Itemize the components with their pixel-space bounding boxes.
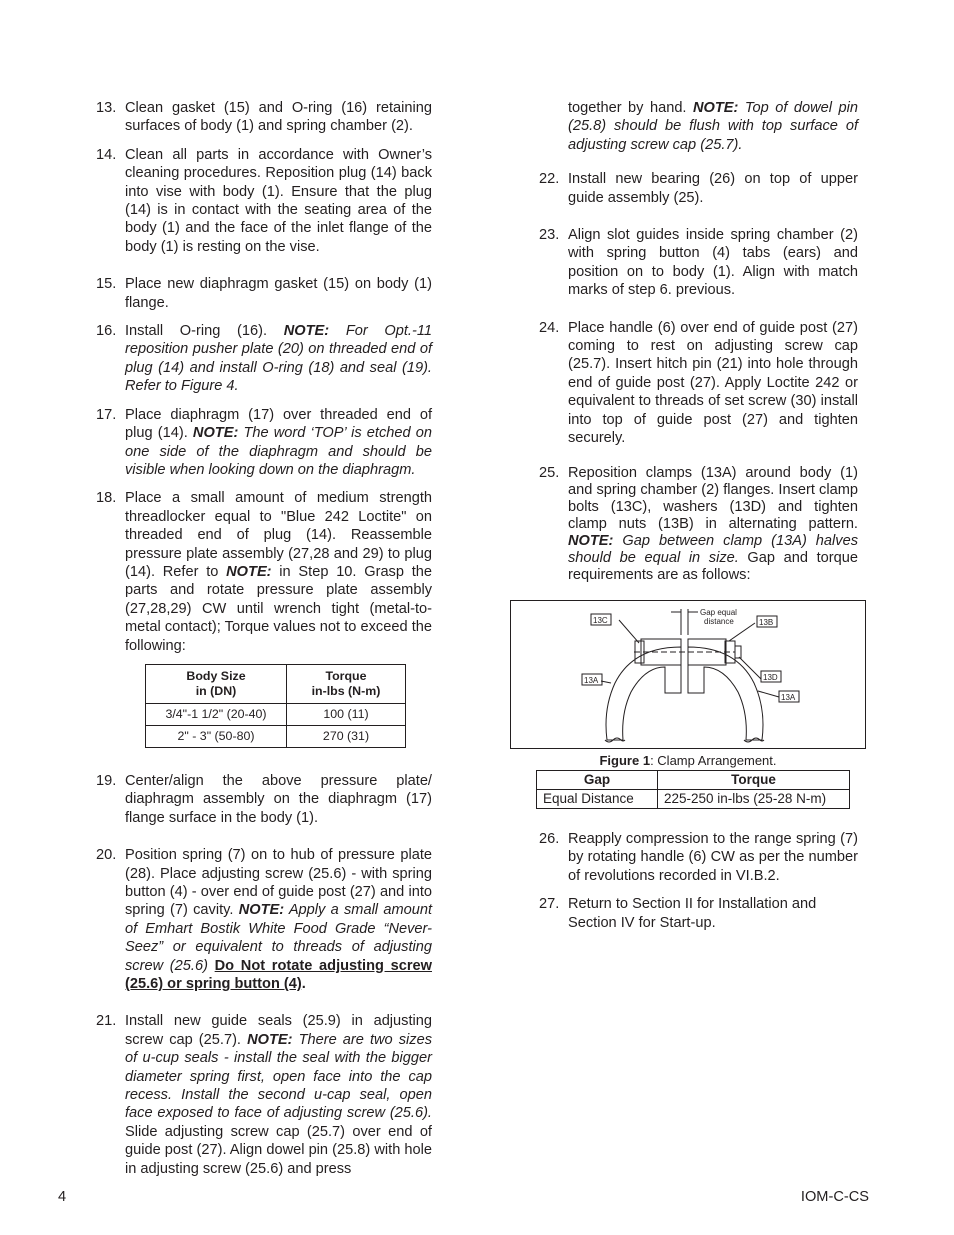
step-number: 15. (96, 276, 117, 293)
note-label: NOTE: (247, 1031, 293, 1048)
gap-torque-table (536, 770, 850, 809)
document-id: IOM-C-CS (800, 1189, 869, 1205)
note-label: NOTE: (283, 323, 330, 340)
left-column (96, 99, 432, 1188)
step-20 (96, 846, 432, 993)
step-26 (539, 830, 858, 885)
step-text-lead: Place diaphragm (17) over threaded end of plug (14). (125, 406, 432, 442)
note-text: The word ‘TOP’ is etched on one side of the diaphragm and should be visible when looking down on the diaphragm. (125, 425, 432, 478)
note-label: NOTE: (226, 563, 272, 580)
right-column-lower (539, 830, 858, 942)
step-23 (539, 226, 858, 300)
step-text: Place new diaphragm gasket (15) on body (1) flange. (125, 276, 432, 311)
table-row (537, 790, 850, 809)
note-text: For Opt.-11 reposition pusher plate (20) on threaded end of plug (14) and install O-ring (18) and seal (19). Refer to Figure 4. (125, 323, 432, 395)
callout-13a: 13A (584, 676, 599, 685)
table-row (146, 703, 406, 725)
step-number: 22. (539, 171, 560, 188)
gap-table-header (537, 771, 850, 790)
step-text-tail: Slide adjusting screw cap (25.7) over end of guide post (27). Align dowel pin (25.8) with hole in adjusting screw (25.6) and press (125, 1123, 432, 1177)
note-label: NOTE: (238, 902, 285, 919)
cell-body-size: 3/4"-1 1/2" (20-40) (146, 703, 287, 725)
step-18 (96, 489, 432, 655)
step-text-lead: Position spring (7) on to hub of pressure plate (28). Place adjusting screw (25.6) - with spring button (4) - over end of guide post (27) and into spring (7) cavity. (125, 847, 432, 919)
header-body-size: Body Size in (DN) (146, 664, 287, 703)
step-text: Clean all parts in accordance with Owner’s cleaning procedures. Reposition plug (14) back into vise with body (1). Ensure that the plug (14) is in contact with the seating area of the body (1) and the face of the inlet flange of the body (1) is resting on the vise. (125, 146, 432, 255)
cell-torque: 270 (31) (287, 725, 406, 747)
cell-torque: 225-250 in-lbs (25-28 N-m) (658, 790, 850, 809)
torque-table-header (146, 664, 406, 703)
note-label: NOTE: (693, 100, 739, 116)
note-text: Top of dowel pin (25.8) should be flush with top surface of adjusting screw cap (25.7) (568, 100, 858, 153)
page-number: 4 (58, 1189, 67, 1205)
cell-gap: Equal Distance (537, 790, 658, 809)
table-row (146, 725, 406, 747)
step-number: 24. (539, 319, 560, 336)
header-gap: Gap (537, 771, 658, 790)
figure-caption (510, 752, 866, 770)
step-24 (539, 319, 858, 448)
step-text: Return to Section II for Installation and Section IV for Start-up. (568, 896, 817, 931)
callout-13a: 13A (781, 693, 796, 702)
step-14 (96, 146, 432, 256)
step-text-lead: Reposition clamps (13A) around body (1) and spring chamber (2) flanges. Insert clamp bolts (13C), washers (13D) and tighten clamp nuts (13B) in alternating pattern. (568, 464, 858, 532)
step-text: Clean gasket (15) and O-ring (16) retaining surfaces of body (1) and spring chamber (2). (125, 100, 432, 135)
figure-caption-label: Figure 1 (599, 753, 651, 768)
callout-13d: 13D (763, 673, 778, 682)
note-text: Apply a small amount of Emhart Bostik White Food Grade “Never-Seez” or equivalent to threads of adjusting screw (25.6) (125, 902, 432, 974)
step-17 (96, 406, 432, 480)
gap-note-line1: Gap equal (700, 608, 737, 617)
step-text-lead: Install new guide seals (25.9) in adjusting screw cap (25.7). (125, 1013, 432, 1048)
step-text: Align slot guides inside spring chamber (2) with spring button (4) tabs (ears) and position on to body (1). Align with match marks of step 6. previous. (568, 227, 858, 299)
cell-body-size: 2" - 3" (50-80) (146, 725, 287, 747)
note-label: NOTE: (568, 532, 614, 549)
cell-torque: 100 (11) (287, 703, 406, 725)
washer-13d (735, 646, 741, 658)
continuation-lead: together by hand. (568, 100, 693, 116)
step-15 (96, 275, 432, 312)
step-13 (96, 99, 432, 136)
step-number: 25. (539, 464, 560, 481)
clamp-diagram (511, 601, 865, 748)
step-text: Install new bearing (26) on top of upper guide assembly (25). (568, 171, 858, 206)
step-text (125, 322, 432, 396)
figure-caption-text: : Clamp Arrangement. (650, 753, 777, 768)
step-text (125, 406, 432, 480)
step-text (568, 465, 858, 584)
step-text-tail: Gap and torque requirements are as follows: (568, 549, 858, 583)
step-text (125, 1012, 432, 1178)
continuation-tail: . (738, 136, 743, 153)
gap-note-line2: distance (704, 617, 734, 626)
step-19 (96, 772, 432, 827)
clamp-arrangement-figure (510, 600, 866, 749)
step-number: 13. (96, 100, 117, 116)
step-text: Place handle (6) over end of guide post (27) coming to rest on adjusting screw cap (25.7). Insert hitch pin (21) into hole through end of guide post (27). Apply Loctite 242 or equivalent to threads of set screw (30) install into top of guide post (27) and tighten securely. (568, 319, 858, 447)
step-number: 14. (96, 146, 117, 163)
step-number: 27. (539, 896, 560, 913)
step-number: 16. (96, 323, 117, 340)
callout-13c: 13C (593, 616, 608, 625)
step-text (125, 489, 432, 655)
step-27 (539, 895, 858, 932)
header-torque: Torque (658, 771, 850, 790)
note-text: There are two sizes of u-cup seals - install the seal with the bigger diameter spring first, open face into the cap recess. Install the second u-cap seal, open face exposed to face of adjusting screw (25.6). (125, 1031, 432, 1122)
step-16 (96, 322, 432, 396)
torque-table (145, 664, 406, 748)
step-number: 20. (96, 847, 117, 864)
step-number: 19. (96, 772, 117, 789)
step-text-tail: in Step 10. Grasp the parts and rotate pressure plate assembly (27,28,29) CW until wrench tight (metal-to-metal contact); Torque values not to exceed the following: (125, 563, 433, 654)
step-text-tail: . (301, 976, 306, 993)
right-column (539, 99, 858, 594)
leader-13c (619, 620, 639, 643)
note-text: Gap between clamp (13A) halves should be equal in size. (568, 532, 858, 566)
step-21 (96, 1012, 432, 1178)
emphasis-text: Do Not rotate adjusting screw (25.6) or spring button (4) (125, 957, 432, 993)
step-text: Center/align the above pressure plate/ diaphragm assembly on the diaphragm (17) flange surface in the body (1). (125, 772, 432, 826)
callout-13b: 13B (759, 618, 774, 627)
step-25 (539, 465, 858, 584)
step-text-lead: Place a small amount of medium strength threadlocker equal to "Blue 242 Loctite" on threaded end of plug (14). Reassemble pressure plate assembly (27,28 and 29) to plug (14). Refer to (125, 490, 432, 580)
step-text (125, 846, 432, 993)
step-number: 21. (96, 1013, 117, 1030)
header-torque: Torque in-lbs (N-m) (287, 664, 406, 703)
step-22 (539, 170, 858, 207)
note-label: NOTE: (192, 425, 239, 442)
step-text: Reapply compression to the range spring (7) by rotating handle (6) CW as per the number of revolutions recorded in VI.B.2. (568, 831, 858, 884)
step-21-continuation (539, 99, 858, 154)
step-text-lead: Install O-ring (16). (125, 323, 284, 340)
step-number: 23. (539, 227, 560, 244)
leader-13a (758, 691, 779, 697)
step-number: 17. (96, 406, 117, 423)
step-number: 26. (539, 831, 560, 847)
step-number: 18. (96, 490, 117, 507)
